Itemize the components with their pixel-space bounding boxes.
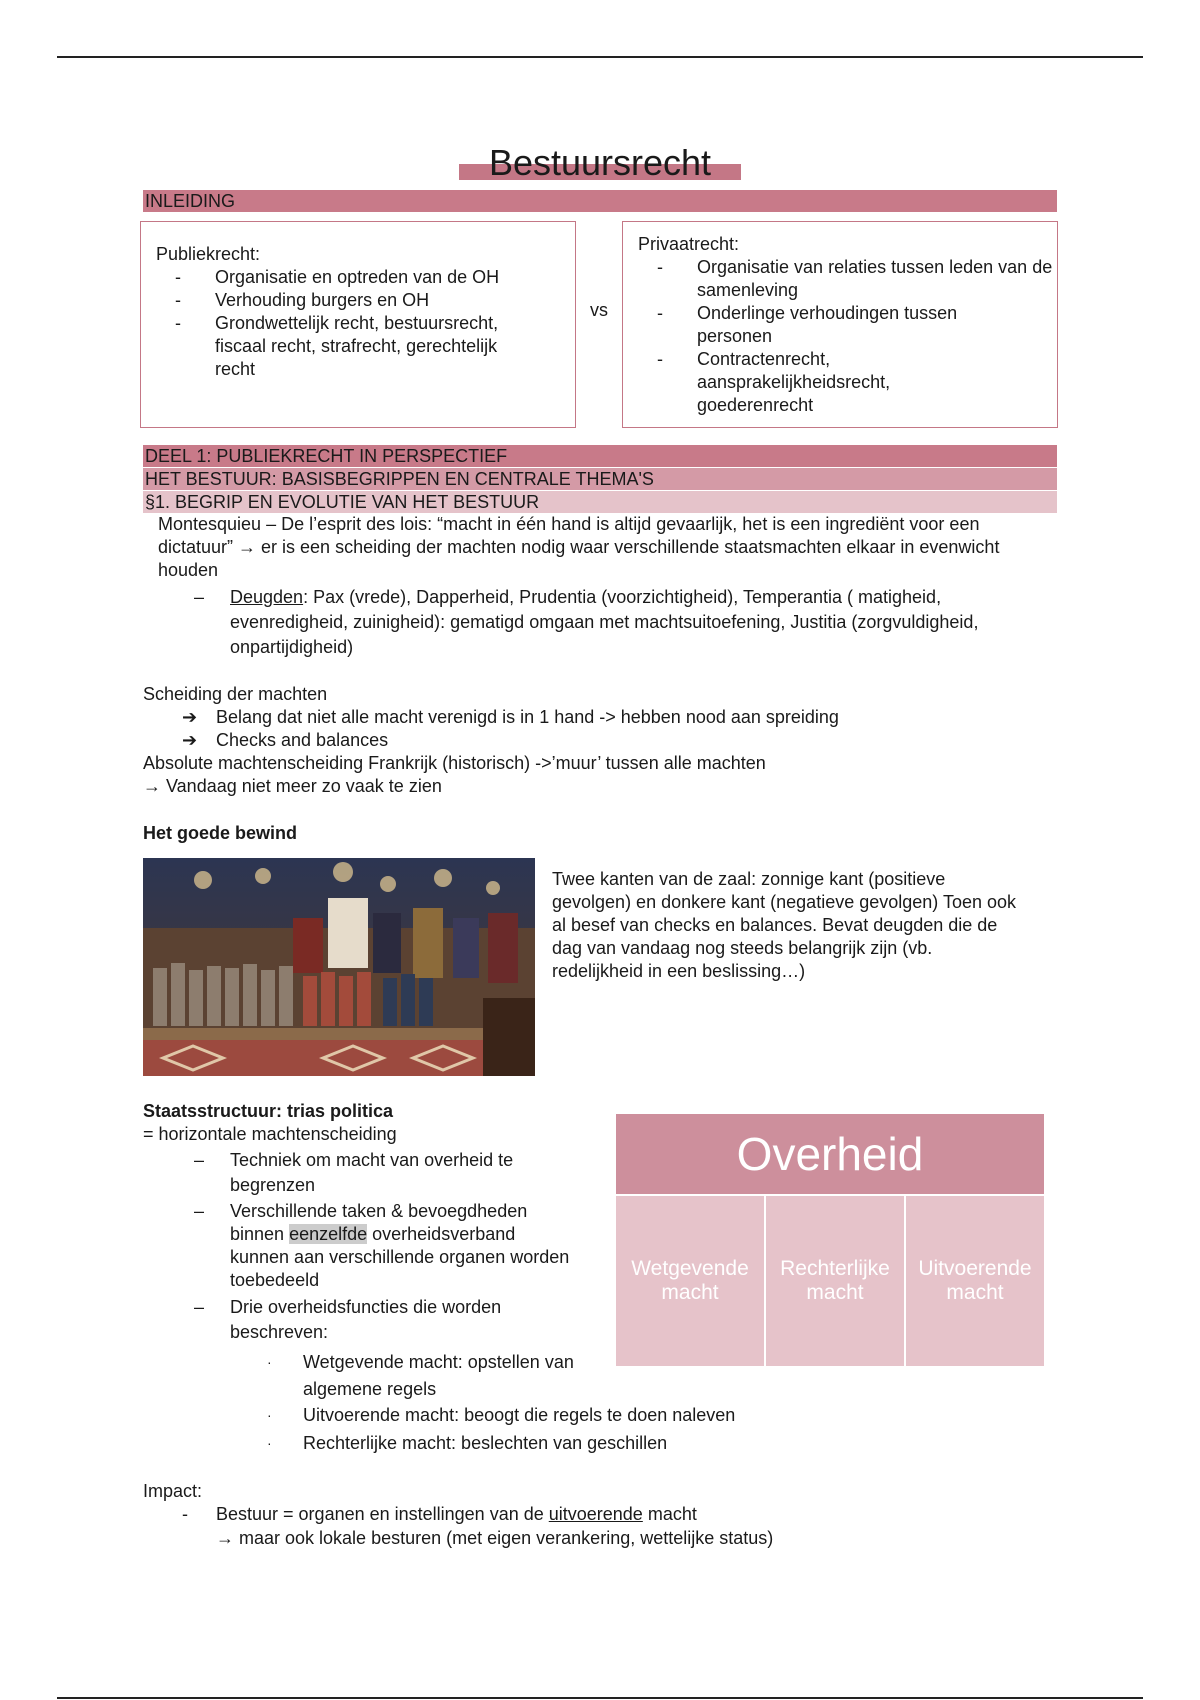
top-rule	[57, 56, 1143, 58]
diagram-cell-rechterlijk: Rechterlijke macht	[766, 1196, 904, 1366]
scheiding-title: Scheiding der machten	[143, 684, 328, 704]
heading-deel-1: DEEL 1: PUBLIEKRECHT IN PERSPECTIEF	[143, 445, 1057, 467]
absolute-machtenscheiding: Absolute machtenscheiding Frankrijk (historisch) ->’muur’ tussen alle machten	[143, 753, 766, 773]
trias-subtitle: = horizontale machtenscheiding	[143, 1124, 397, 1144]
montesquieu-quote: Montesquieu – De l’esprit des lois: “macht in één hand is altijd gevaarlijk, het is een ingrediënt voor een dictatuur” → er is een scheiding der machten nodig waar verschillende staatsmachten elkaar in evenwicht houden	[158, 514, 1000, 580]
impact-line-2: → maar ook lokale besturen (met eigen verankering, wettelijke status)	[216, 1528, 774, 1548]
diagram-cell-wetgevend: Wetgevende macht	[616, 1196, 764, 1366]
sub-item: · Rechterlijke macht: beslechten van geschillen	[267, 1433, 668, 1453]
vandaag-line: → Vandaag niet meer zo vaak te zien	[143, 776, 442, 796]
arrow-item: ➔ Checks and balances	[182, 730, 389, 750]
diagram-head: Overheid	[616, 1114, 1044, 1194]
sub-item: · Uitvoerende macht: beoogt die regels te doen naleven	[267, 1405, 736, 1425]
trias-diagram	[616, 1114, 1044, 1366]
sub-item: · Wetgevende macht: opstellen van algemene regels	[267, 1352, 574, 1399]
heading-paragraaf-1: §1. BEGRIP EN EVOLUTIE VAN HET BESTUUR	[143, 491, 1057, 513]
trias-title: Staatsstructuur: trias politica	[143, 1101, 394, 1121]
deugden-item: – Deugden: Pax (vrede), Dapperheid, Prudentia (voorzichtigheid), Temperantia ( matigheid, evenredigheid, zuinigheid): gematigd omgaan met machtsuitoefening, Justitia (zorgvuldigheid, onpartijdigheid)	[194, 587, 979, 657]
privaatrecht-box	[622, 221, 1058, 428]
list-item: - Verhouding burgers en OH	[141, 289, 561, 312]
trias-item: – Drie overheidsfuncties die worden beschreven:	[194, 1297, 502, 1342]
fresco-image	[143, 858, 535, 1076]
arrow-item: ➔ Belang dat niet alle macht verenigd is in 1 hand -> hebben nood aan spreiding	[182, 707, 839, 727]
impact-title: Impact:	[143, 1481, 203, 1501]
section-inleiding: INLEIDING	[143, 190, 1057, 212]
page-title: Bestuursrecht	[0, 142, 1200, 184]
publiekrecht-box	[140, 221, 576, 428]
list-item: - Organisatie van relaties tussen leden van de samenleving	[623, 256, 1053, 302]
goede-bewind-title: Het goede bewind	[143, 823, 298, 843]
bottom-rule	[57, 1697, 1143, 1699]
privaatrecht-label: Privaatrecht:	[638, 234, 740, 254]
goede-bewind-text: Twee kanten van de zaal: zonnige kant (positieve gevolgen) en donkere kant (negatieve gevolgen) Toen ook al besef van checks en balances. Bevat deugden die de dag van vandaag nog steeds belangrijk zijn (vb. redelijkheid in een beslissing…)	[552, 869, 1017, 981]
publiekrecht-label: Publiekrecht:	[156, 244, 261, 264]
diagram-cell-uitvoerend: Uitvoerende macht	[906, 1196, 1044, 1366]
vs-label: vs	[590, 300, 608, 320]
impact-item: - Bestuur = organen en instellingen van de uitvoerende macht	[182, 1504, 697, 1524]
trias-item: – Verschillende taken & bevoegdheden binnen eenzelfde overheidsverband kunnen aan verschillende organen worden toebedeeld	[194, 1201, 570, 1290]
deugden-label: Deugden	[230, 587, 304, 607]
trias-item: – Techniek om macht van overheid te begrenzen	[194, 1150, 514, 1195]
list-item: - Onderlinge verhoudingen tussen personen	[623, 302, 1053, 348]
list-item: - Grondwettelijk recht, bestuursrecht, fiscaal recht, strafrecht, gerechtelijk recht	[141, 312, 561, 381]
heading-bestuur: HET BESTUUR: BASISBEGRIPPEN EN CENTRALE THEMA'S	[143, 468, 1057, 490]
highlighted-word: eenzelfde	[289, 1224, 368, 1244]
list-item: - Contractenrecht, aansprakelijkheidsrecht, goederenrecht	[623, 348, 1053, 417]
list-item: - Organisatie en optreden van de OH	[141, 266, 561, 289]
